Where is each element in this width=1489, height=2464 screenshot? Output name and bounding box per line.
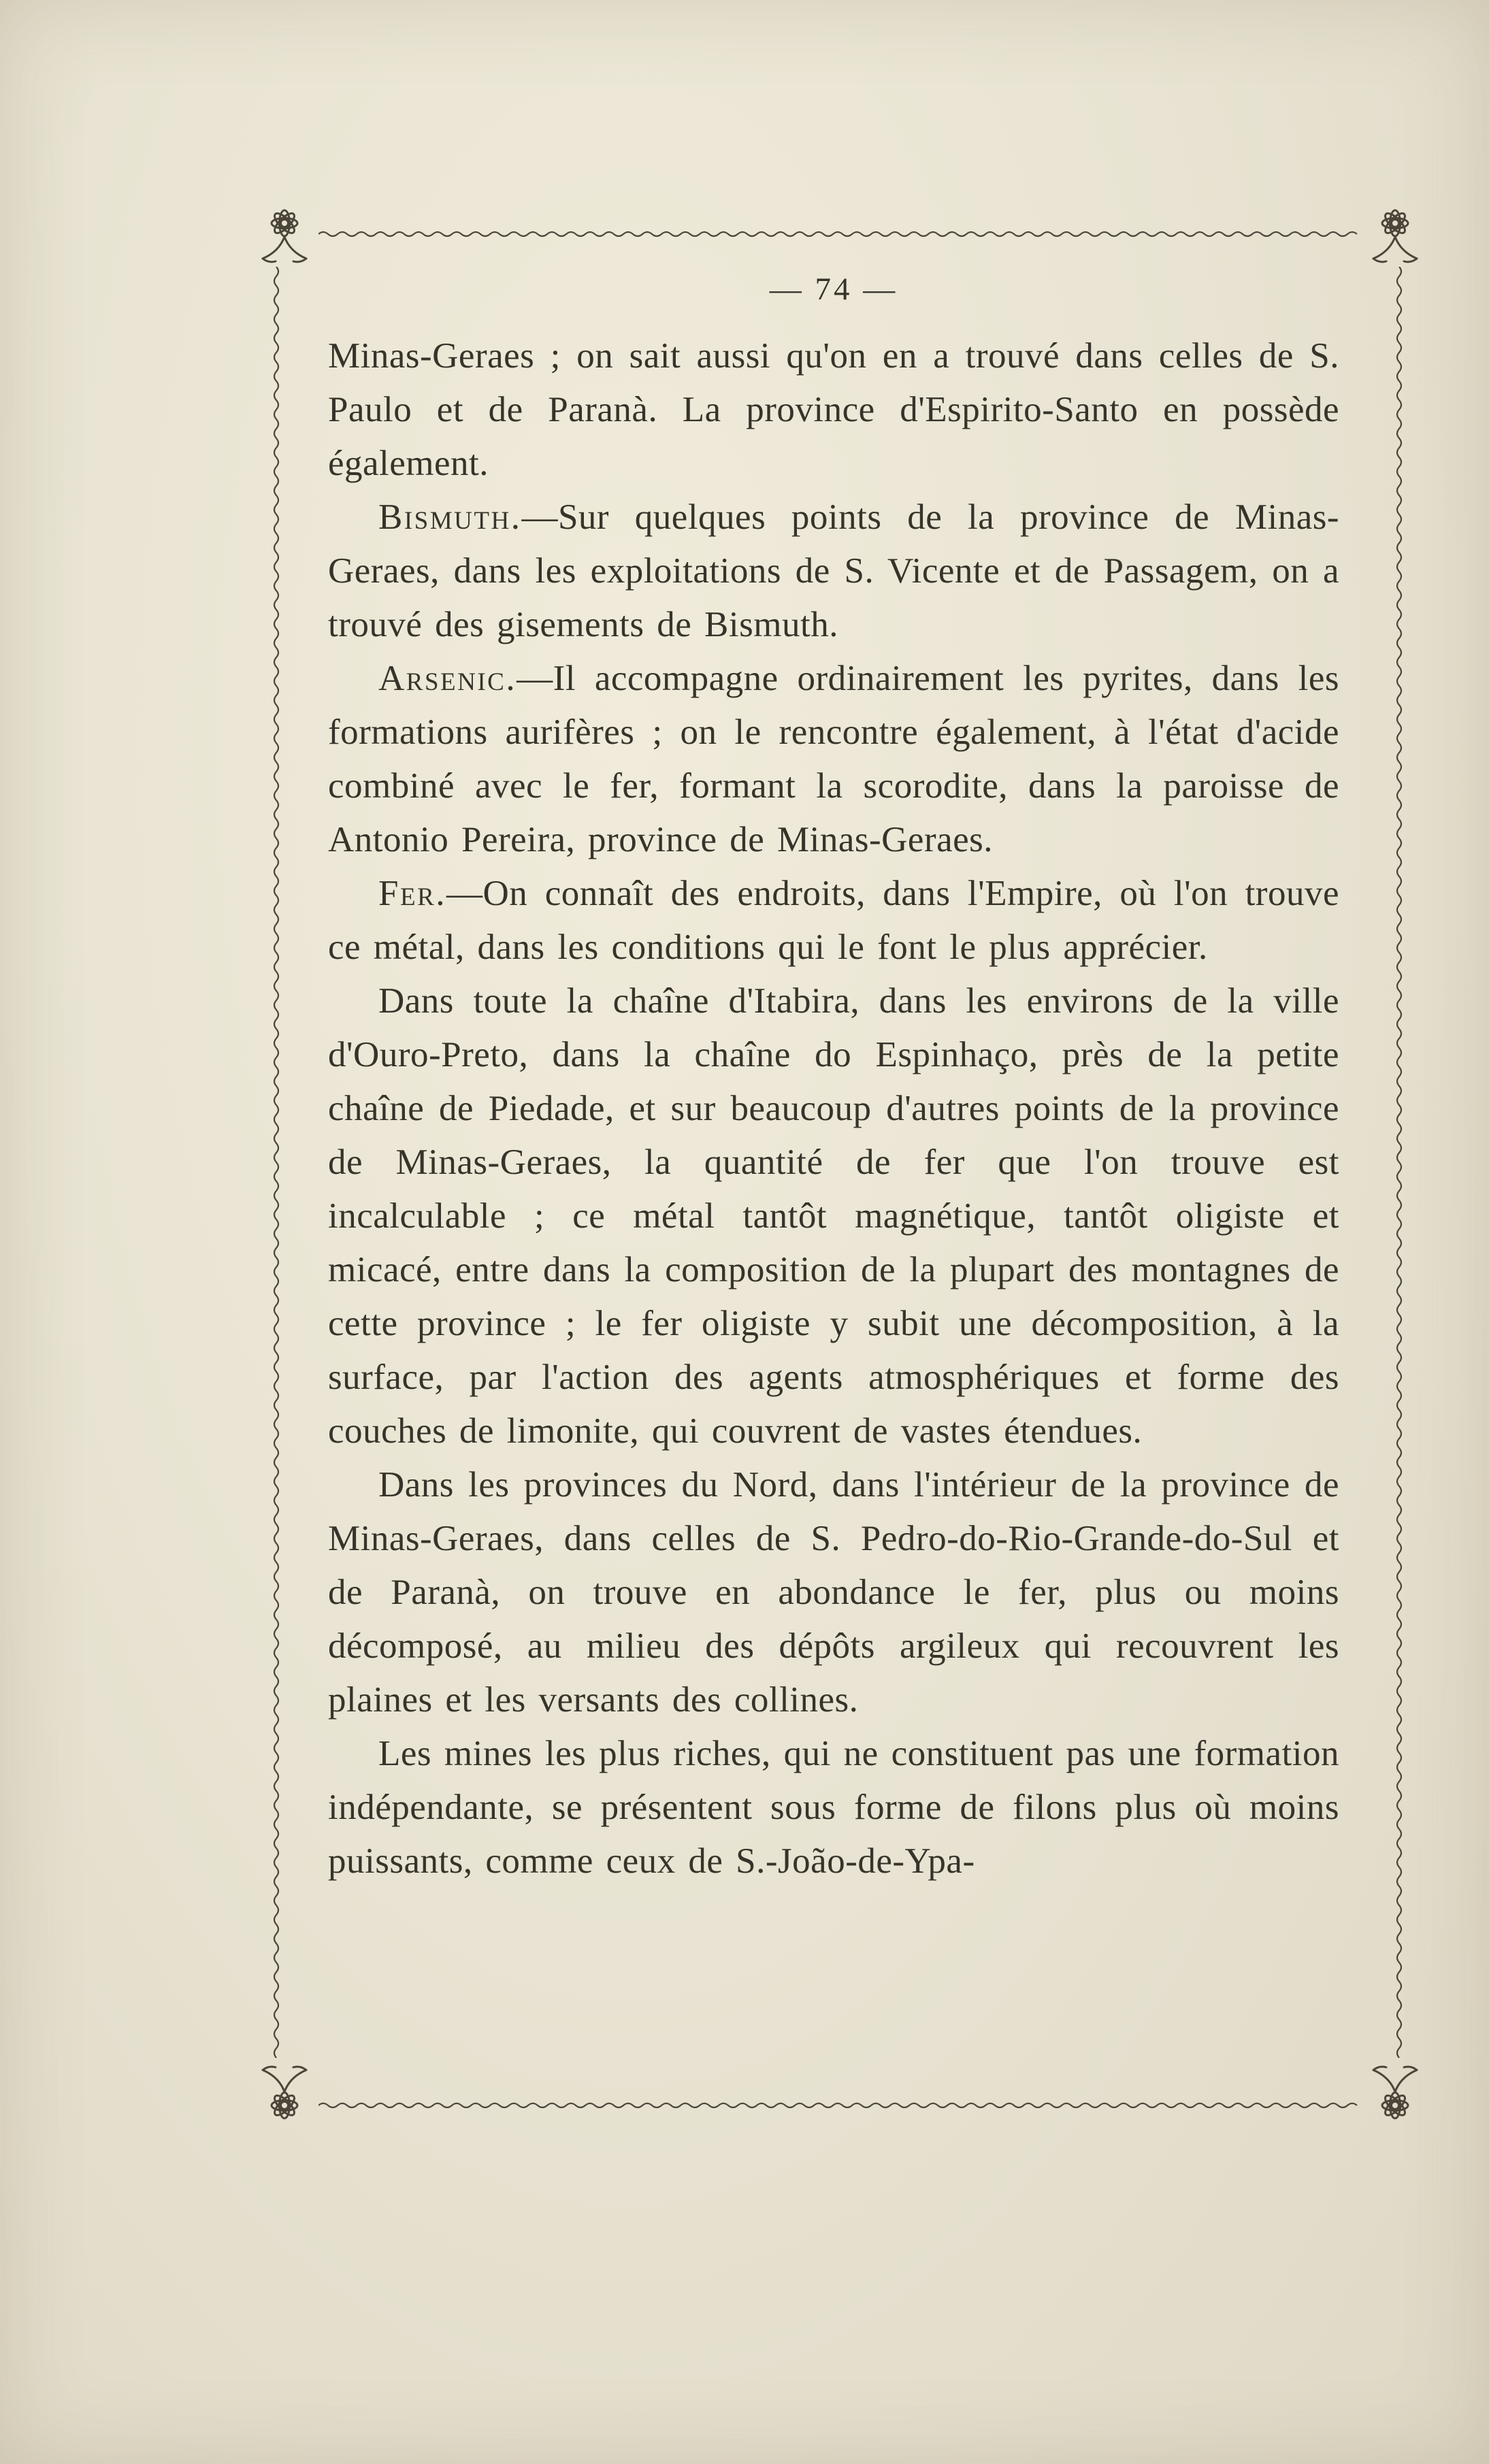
paragraph-provinces-nord [328, 1458, 1339, 1727]
wavy-border-top [318, 229, 1364, 240]
paragraph-3-text: —Il accompagne ordinairement les pyrites, dans les formations aurifères ; on le rencontre également, à l'état d'acide combiné avec le fer, formant la scorodite, dans la paroisse de Antonio Pereira, province de Minas-Geraes. [328, 659, 1339, 859]
paragraph-4-text: —On connaît des endroits, dans l'Empire, où l'on trouve ce métal, dans les conditions qui le font le plus apprécier. [328, 874, 1339, 967]
floral-corner-ornament-bottom-right [1364, 2059, 1426, 2133]
paragraph-itabira [328, 974, 1339, 1458]
wavy-border-right [1394, 267, 1405, 2063]
page-number: — 74 — [769, 272, 898, 307]
floral-corner-ornament-top-right [1364, 196, 1426, 269]
paragraph-bismuth [328, 491, 1339, 652]
text-block [328, 271, 1339, 1888]
paragraph-2-lead: Bismuth. [378, 497, 522, 537]
paragraph-5-text: Dans toute la chaîne d'Itabira, dans les environs de la ville d'Ouro-Preto, dans la chaîne do Espinhaço, près de la petite chaîne de Piedade, et sur beaucoup d'autres points de la province de Minas-Geraes, la quantité de fer que l'on trouve est incalculable ; ce métal tantôt magnétique, tantôt oligiste et micacé, entre dans la composition de la plupart des montagnes de cette province ; le fer oligiste y subit une décomposition, à la surface, par l'action des agents atmosphériques et forme des couches de limonite, qui couvrent de vastes étendues. [328, 981, 1339, 1451]
paragraph-1-text: Minas-Geraes ; on sait aussi qu'on en a trouvé dans celles de S. Paulo et de Paranà. La province d'Espirito-Santo en possède également. [328, 336, 1339, 483]
paragraph-continuation [328, 329, 1339, 491]
paragraph-7-text: Les mines les plus riches, qui ne constituent pas une formation indépendante, se présentent sous forme de filons plus où moins puissants, comme ceux de S.-João-de-Ypa- [328, 1734, 1339, 1881]
wavy-border-left [271, 267, 282, 2063]
paragraph-6-text: Dans les provinces du Nord, dans l'intérieur de la province de Minas-Geraes, dans celles de S. Pedro-do-Rio-Grande-do-Sul et de Paranà, on trouve en abondance le fer, plus ou moins décomposé, au milieu des dépôts argileux qui recouvrent les plaines et les versants des collines. [328, 1465, 1339, 1720]
wavy-border-bottom [318, 2100, 1364, 2111]
paragraph-2-text: —Sur quelques points de la province de Minas-Geraes, dans les exploitations de S. Vicente et de Passagem, on a trouvé des gisements de Bismuth. [328, 497, 1339, 644]
floral-corner-ornament-top-left [253, 196, 316, 269]
paragraph-fer [328, 867, 1339, 974]
paragraph-arsenic [328, 652, 1339, 867]
paragraph-4-lead: Fer. [378, 874, 447, 913]
paragraph-3-lead: Arsenic. [378, 659, 517, 698]
floral-corner-ornament-bottom-left [253, 2059, 316, 2133]
paragraph-mines [328, 1727, 1339, 1888]
